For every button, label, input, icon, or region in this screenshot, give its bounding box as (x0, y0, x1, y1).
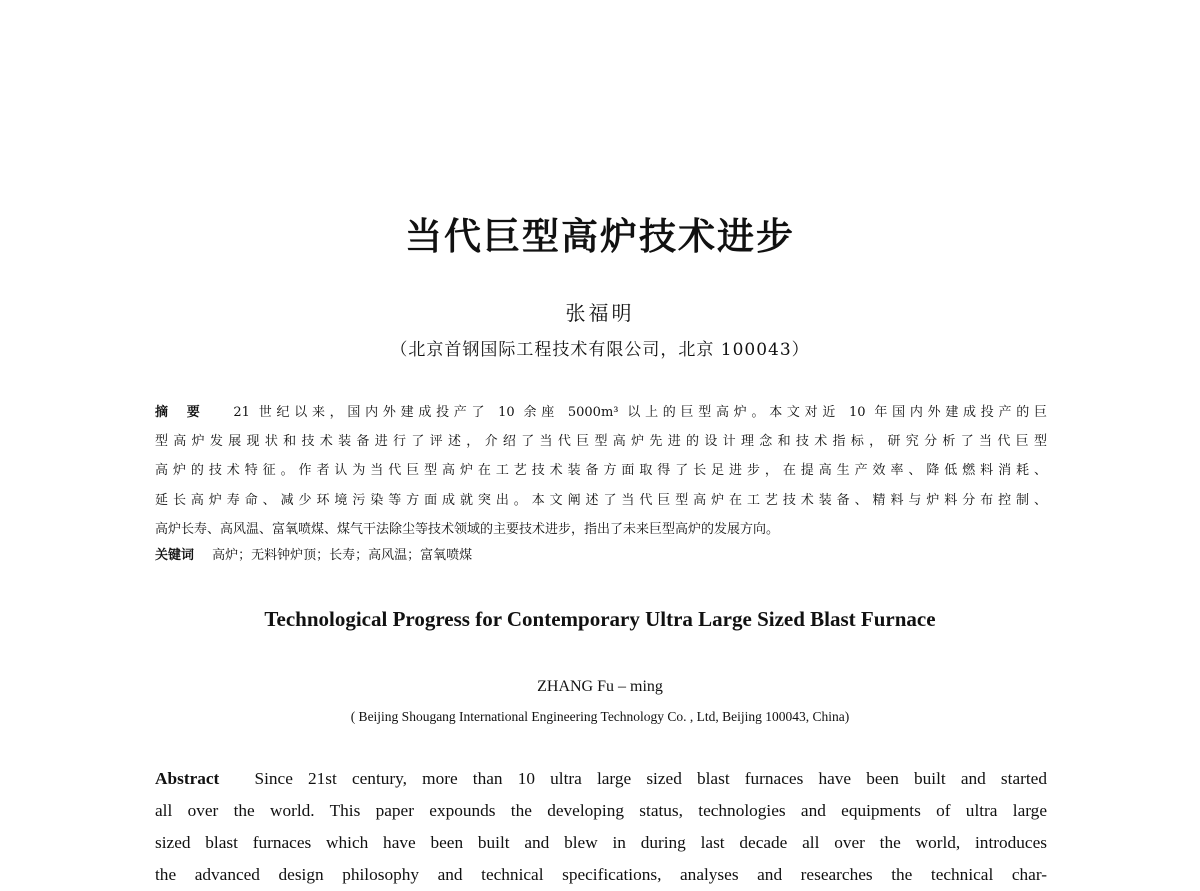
abstract-chinese-line-3: 高炉的技术特征。作者认为当代巨型高炉在工艺技术装备方面取得了长足进步，在提高生产效率、降低燃料消耗、 (155, 463, 1047, 479)
abstract-english-line-1: Since 21st century, more than 10 ultra large sized blast furnaces have been built and started (254, 769, 1047, 788)
abstract-chinese-line-2: 型高炉发展现状和技术装备进行了评述，介绍了当代巨型高炉先进的设计理念和技术指标，研究分析了当代巨型 (155, 434, 1047, 450)
keywords-chinese-label: 关键词 (155, 548, 195, 563)
keywords-chinese (155, 541, 1047, 570)
paper-title-english: Technological Progress for Contemporary Ultra Large Sized Blast Furnace (264, 607, 936, 631)
abstract-chinese-label: 摘要 (155, 405, 219, 420)
keywords-chinese-text: 高炉；无料钟炉顶；长寿；高风温；富氧喷煤 (212, 548, 473, 563)
affiliation-chinese: （北京首钢国际工程技术有限公司，北京 100043） (390, 340, 810, 360)
abstract-english-line-4: the advanced design philosophy and technical specifications, analyses and researches the technical char- (155, 865, 1047, 884)
abstract-english-line-3: sized blast furnaces which have been built and blew in during last decade all over the world, introduces (155, 833, 1047, 852)
affiliation-english: ( Beijing Shougang International Engineering Technology Co. , Ltd, Beijing 100043, China) (350, 709, 850, 724)
abstract-english (155, 763, 1047, 891)
abstract-english-line-2: all over the world. This paper expounds the developing status, technologies and equipments of ultra large (155, 801, 1047, 820)
abstract-chinese-line-5: 高炉长寿、高风温、富氧喷煤、煤气干法除尘等技术领域的主要技术进步，指出了未来巨型高炉的发展方向。 (155, 521, 780, 537)
abstract-chinese-line-1: 21 世纪以来，国内外建成投产了 10 余座 5000m³ 以上的巨型高炉。本文对近 10 年国内外建成投产的巨 (233, 405, 1047, 420)
paper-title-chinese: 当代巨型高炉技术进步 (405, 215, 795, 258)
abstract-english-label: Abstract (155, 769, 220, 788)
abstract-chinese (155, 398, 1047, 544)
author-name-english: ZHANG Fu – ming (537, 678, 663, 695)
author-name-chinese: 张福明 (565, 301, 635, 325)
abstract-chinese-line-4: 延长高炉寿命、减少环境污染等方面成就突出。本文阐述了当代巨型高炉在工艺技术装备、精料与炉料分布控制、 (155, 492, 1047, 508)
